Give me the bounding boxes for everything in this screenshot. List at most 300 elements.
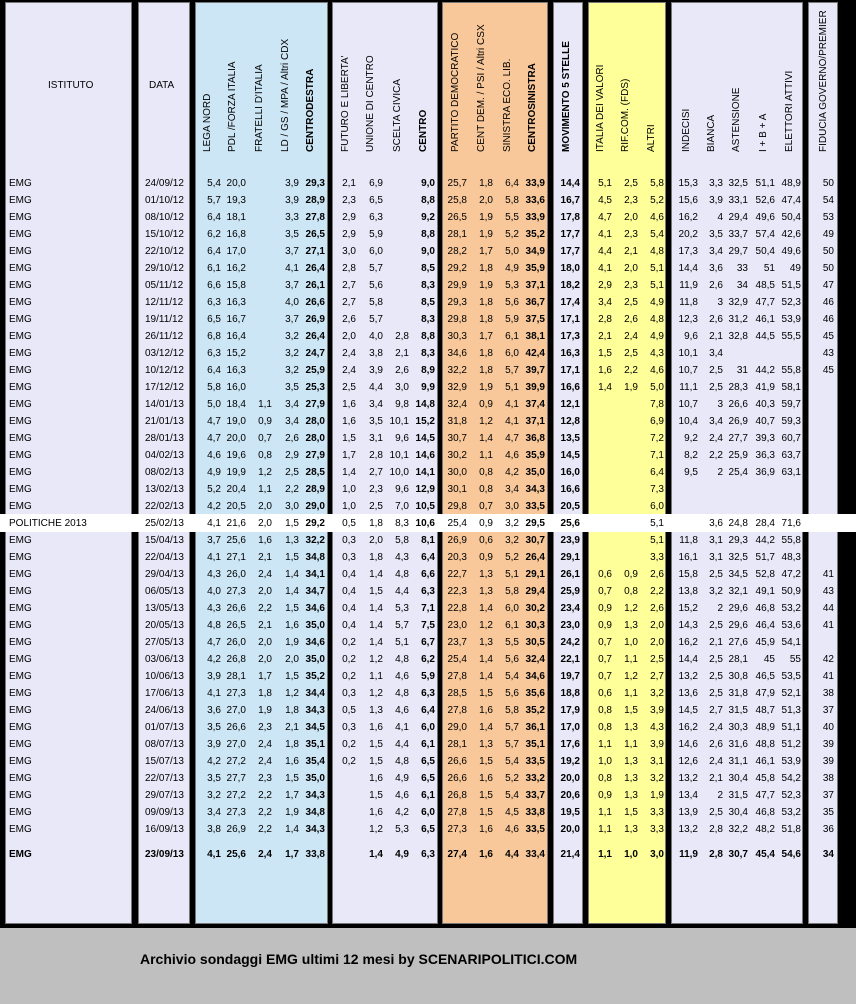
cell: 29/07/13 xyxy=(145,790,184,801)
cell: 5,9 xyxy=(505,314,519,325)
cell: 1,5 xyxy=(624,807,638,818)
table-row xyxy=(0,566,856,583)
cell: 29,9 xyxy=(447,280,467,291)
cell: 49,6 xyxy=(755,212,775,223)
cell: 28,9 xyxy=(305,484,325,495)
cell: 34,6 xyxy=(305,637,325,648)
cell: EMG xyxy=(9,705,32,716)
cell: 17/06/13 xyxy=(145,688,184,699)
cell: 50,4 xyxy=(781,212,801,223)
cell: 49 xyxy=(822,229,834,240)
cell: 1,4 xyxy=(369,849,383,860)
cell: 48,7 xyxy=(755,705,775,716)
cell: 4,4 xyxy=(598,246,612,257)
cell: 29,0 xyxy=(447,722,467,733)
cell: 23,7 xyxy=(447,637,467,648)
cell: EMG xyxy=(9,450,32,461)
cell: 3,2 xyxy=(709,586,723,597)
cell: 6,4 xyxy=(421,552,435,563)
cell: 27,0 xyxy=(226,705,246,716)
header-m5s: MOVIMENTO 5 STELLE xyxy=(561,41,572,152)
cell: 2,2 xyxy=(258,790,272,801)
cell: 16,7 xyxy=(226,314,246,325)
cell: 4,3 xyxy=(650,722,664,733)
cell: 2,3 xyxy=(342,195,356,206)
cell: 33,9 xyxy=(525,178,545,189)
cell: 14,3 xyxy=(678,620,698,631)
cell: 26,9 xyxy=(728,416,748,427)
cell: 50 xyxy=(822,178,834,189)
cell: 50,9 xyxy=(781,586,801,597)
cell: 2,6 xyxy=(709,280,723,291)
cell: 9,2 xyxy=(684,433,698,444)
cell: 2,5 xyxy=(624,178,638,189)
cell: EMG xyxy=(9,416,32,427)
cell: 5,1 xyxy=(650,263,664,274)
cell: 1,2 xyxy=(369,654,383,665)
cell: 26,5 xyxy=(305,229,325,240)
cell: 13/02/13 xyxy=(145,484,184,495)
cell: 26,6 xyxy=(226,603,246,614)
cell: 10/06/13 xyxy=(145,671,184,682)
cell: 0,8 xyxy=(624,586,638,597)
cell: 7,5 xyxy=(421,620,435,631)
cell: 1,3 xyxy=(624,773,638,784)
cell: 2,1 xyxy=(285,722,299,733)
table-row xyxy=(0,719,856,736)
cell: 1,9 xyxy=(650,790,664,801)
cell: 16/09/13 xyxy=(145,824,184,835)
cell: 12,1 xyxy=(560,399,580,410)
cell: 37,5 xyxy=(525,314,545,325)
cell: 1,1 xyxy=(479,450,493,461)
cell: 10,5 xyxy=(415,501,435,512)
cell: 10,1 xyxy=(389,450,409,461)
cell: 1,5 xyxy=(369,586,383,597)
cell: 25,9 xyxy=(560,586,580,597)
cell: 1,1 xyxy=(598,824,612,835)
cell: 3,2 xyxy=(285,365,299,376)
cell: 1,9 xyxy=(479,382,493,393)
cell: 3,3 xyxy=(285,212,299,223)
cell: 1,1 xyxy=(598,739,612,750)
cell: 8,8 xyxy=(421,229,435,240)
cell: 33,7 xyxy=(728,229,748,240)
cell: 11,9 xyxy=(679,280,698,291)
cell xyxy=(794,515,834,532)
cell: 5,8 xyxy=(369,297,383,308)
cell: 3,7 xyxy=(285,280,299,291)
cell: 25,6 xyxy=(226,535,246,546)
cell: 03/12/12 xyxy=(145,348,184,359)
cell: 30,2 xyxy=(447,450,467,461)
cell: 6,4 xyxy=(650,467,664,478)
table-row xyxy=(0,668,856,685)
header-astensione: ASTENSIONE xyxy=(731,87,742,152)
cell: 1,6 xyxy=(479,773,493,784)
cell: 40,7 xyxy=(755,416,775,427)
cell: 4,1 xyxy=(207,688,221,699)
cell: 2,8 xyxy=(709,849,723,860)
cell: 34,3 xyxy=(305,790,325,801)
cell: 59,3 xyxy=(781,416,801,427)
cell: 52,1 xyxy=(781,688,801,699)
cell: 3,4 xyxy=(598,297,612,308)
cell: 5,1 xyxy=(505,382,519,393)
cell: 55,8 xyxy=(781,535,801,546)
cell: 1,3 xyxy=(285,535,299,546)
cell: 26/11/12 xyxy=(145,331,184,342)
cell: 4,3 xyxy=(207,603,221,614)
cell: 50 xyxy=(822,246,834,257)
cell: 2,5 xyxy=(285,467,299,478)
cell: 8,5 xyxy=(421,297,435,308)
cell: 47,2 xyxy=(781,569,801,580)
cell: 6,0 xyxy=(369,246,383,257)
cell: 0,9 xyxy=(479,518,493,529)
cell: 1,8 xyxy=(479,263,493,274)
header-ld: LD / GS / MPA / Altri CDX xyxy=(280,38,291,152)
footer-bar xyxy=(0,928,856,1004)
cell: 23,0 xyxy=(447,620,467,631)
cell: 8,3 xyxy=(395,518,409,529)
cell: 6,5 xyxy=(369,195,383,206)
cell: 0,6 xyxy=(598,569,612,580)
cell: 14,6 xyxy=(678,739,698,750)
cell: 1,5 xyxy=(624,705,638,716)
cell: 30,7 xyxy=(728,849,748,860)
cell: 3,9 xyxy=(650,739,664,750)
cell: 16,2 xyxy=(678,637,698,648)
cell: 48,9 xyxy=(781,178,801,189)
cell: 30,5 xyxy=(525,637,545,648)
cell: 11,8 xyxy=(679,535,698,546)
cell: EMG xyxy=(9,739,32,750)
cell: EMG xyxy=(9,535,32,546)
cell: 2,9 xyxy=(285,450,299,461)
cell: 5,6 xyxy=(505,688,519,699)
cell: 8,2 xyxy=(684,450,698,461)
cell: 34,9 xyxy=(525,246,545,257)
cell: 13,2 xyxy=(678,824,698,835)
table-row xyxy=(0,328,856,345)
cell xyxy=(794,379,834,396)
cell: 17,1 xyxy=(560,314,580,325)
cell: 34,6 xyxy=(305,603,325,614)
cell: 5,0 xyxy=(650,382,664,393)
cell: 35 xyxy=(822,807,834,818)
cell: EMG xyxy=(9,297,32,308)
cell: 34,6 xyxy=(525,671,545,682)
cell: 5,1 xyxy=(598,178,612,189)
cell: 1,8 xyxy=(479,348,493,359)
cell: 29,2 xyxy=(447,263,467,274)
cell: 9,5 xyxy=(684,467,698,478)
cell: 51,5 xyxy=(781,280,801,291)
cell: 63,7 xyxy=(781,450,801,461)
cell: 46,4 xyxy=(755,620,775,631)
cell: EMG xyxy=(9,569,32,580)
header-sc: SCELTA CIVICA xyxy=(392,79,403,152)
cell: 0,6 xyxy=(479,535,493,546)
cell: 35,2 xyxy=(305,671,325,682)
cell: 3,9 xyxy=(207,739,221,750)
cell: 24,8 xyxy=(728,518,748,529)
cell: 47,7 xyxy=(755,790,775,801)
cell xyxy=(794,634,834,651)
cell: 55,8 xyxy=(781,365,801,376)
cell: 2,2 xyxy=(650,586,664,597)
cell: 5,7 xyxy=(207,195,221,206)
cell: 45 xyxy=(822,365,834,376)
cell: 1,2 xyxy=(369,688,383,699)
cell: 17,3 xyxy=(560,331,580,342)
cell: 52,3 xyxy=(781,297,801,308)
cell: 1,4 xyxy=(285,569,299,580)
cell: 14,8 xyxy=(415,399,435,410)
cell: 26,6 xyxy=(226,722,246,733)
cell: 4,1 xyxy=(207,552,221,563)
cell: 0,2 xyxy=(342,637,356,648)
cell: 2,7 xyxy=(650,671,664,682)
cell: 25,6 xyxy=(226,849,246,860)
cell: 25,8 xyxy=(447,195,467,206)
cell: 1,8 xyxy=(285,705,299,716)
cell: 47,4 xyxy=(781,195,801,206)
cell: 0,9 xyxy=(479,399,493,410)
table-row xyxy=(0,617,856,634)
cell: 4,9 xyxy=(650,331,664,342)
cell: 9,0 xyxy=(421,246,435,257)
cell: 3,5 xyxy=(207,773,221,784)
cell: 6,4 xyxy=(505,178,519,189)
cell: 4,4 xyxy=(395,586,409,597)
cell: 4,1 xyxy=(598,229,612,240)
header-pd: PARTITO DEMOCRATICO xyxy=(450,32,461,152)
table-row xyxy=(0,498,856,515)
cell: 1,4 xyxy=(285,586,299,597)
cell: 2,5 xyxy=(369,501,383,512)
cell: 29/04/13 xyxy=(145,569,184,580)
cell: 20,3 xyxy=(447,552,467,563)
cell: 2,0 xyxy=(258,637,272,648)
cell: 14,5 xyxy=(678,705,698,716)
cell: 5,2 xyxy=(505,229,519,240)
cell: POLITICHE 2013 xyxy=(9,518,87,529)
cell xyxy=(794,430,834,447)
cell: 3,8 xyxy=(369,348,383,359)
cell: 4,9 xyxy=(395,773,409,784)
cell: 53,6 xyxy=(781,620,801,631)
cell: 1,8 xyxy=(285,739,299,750)
cell: 4,5 xyxy=(505,807,519,818)
cell: 1,2 xyxy=(285,688,299,699)
cell: 0,7 xyxy=(479,501,493,512)
cell: 5,1 xyxy=(650,535,664,546)
cell: 16,0 xyxy=(226,382,246,393)
cell: 30,7 xyxy=(447,433,467,444)
cell: 1,8 xyxy=(479,178,493,189)
cell: 2,5 xyxy=(709,688,723,699)
cell: 34,1 xyxy=(305,569,325,580)
cell: 33,9 xyxy=(525,212,545,223)
cell: 1,4 xyxy=(369,637,383,648)
cell: 54,2 xyxy=(781,773,801,784)
cell: 27,3 xyxy=(226,586,246,597)
cell: 51,2 xyxy=(781,739,801,750)
cell: 28/01/13 xyxy=(145,433,184,444)
cell: 17,4 xyxy=(560,297,580,308)
header-csx: CENTROSINISTRA xyxy=(527,63,538,152)
cell: 46 xyxy=(822,297,834,308)
cell: 4,6 xyxy=(207,450,221,461)
cell: 35,2 xyxy=(525,705,545,716)
cell: 8,9 xyxy=(421,365,435,376)
cell: 29,5 xyxy=(525,518,545,529)
cell: 15,2 xyxy=(678,603,698,614)
cell: 31 xyxy=(736,365,748,376)
cell: 4,1 xyxy=(505,416,519,427)
cell: 3,5 xyxy=(369,416,383,427)
cell: 5,5 xyxy=(505,212,519,223)
cell: 48,3 xyxy=(781,552,801,563)
cell: 54,1 xyxy=(781,637,801,648)
cell: 26,4 xyxy=(305,263,325,274)
cell xyxy=(794,498,834,515)
cell: 22/10/12 xyxy=(145,246,184,257)
cell: 0,7 xyxy=(598,586,612,597)
cell: 6,4 xyxy=(207,365,221,376)
table-row xyxy=(0,821,856,838)
cell: 30,1 xyxy=(447,484,467,495)
cell: 9,2 xyxy=(421,212,435,223)
cell: 10,7 xyxy=(678,365,698,376)
cell: 0,8 xyxy=(479,484,493,495)
cell xyxy=(794,396,834,413)
cell: 35,1 xyxy=(305,739,325,750)
cell: 6,8 xyxy=(207,331,221,342)
cell: 1,1 xyxy=(624,688,638,699)
cell: 32,1 xyxy=(728,586,748,597)
cell: 55,5 xyxy=(781,331,801,342)
cell: 6,1 xyxy=(505,620,519,631)
cell: 1,2 xyxy=(258,467,272,478)
cell: 6,0 xyxy=(650,501,664,512)
cell: 2,1 xyxy=(258,620,272,631)
cell: 49,6 xyxy=(781,246,801,257)
cell: 1,1 xyxy=(624,654,638,665)
table-row xyxy=(0,549,856,566)
cell: 32,2 xyxy=(305,535,325,546)
cell: 21,6 xyxy=(226,518,246,529)
cell: 27,1 xyxy=(226,552,246,563)
cell: 4,6 xyxy=(650,365,664,376)
cell: 6,3 xyxy=(421,586,435,597)
cell: 5,4 xyxy=(505,671,519,682)
cell: 27,2 xyxy=(226,756,246,767)
cell: 1,5 xyxy=(285,671,299,682)
cell: 4,2 xyxy=(207,501,221,512)
cell: 13,6 xyxy=(678,688,698,699)
cell: 10/12/12 xyxy=(145,365,184,376)
cell: 2,5 xyxy=(650,654,664,665)
cell: 4,2 xyxy=(505,467,519,478)
cell: 13/05/13 xyxy=(145,603,184,614)
table-row xyxy=(0,515,856,532)
cell: 26,9 xyxy=(447,535,467,546)
cell: 4,7 xyxy=(207,416,221,427)
cell: 29,3 xyxy=(305,178,325,189)
cell: 35,0 xyxy=(305,773,325,784)
cell: 19,5 xyxy=(560,807,580,818)
header-bianca: BIANCA xyxy=(706,114,717,152)
cell: 7,0 xyxy=(395,501,409,512)
cell: 31,1 xyxy=(728,756,748,767)
cell: 1,8 xyxy=(258,688,272,699)
cell: 41,9 xyxy=(755,382,775,393)
cell: 27,4 xyxy=(447,849,467,860)
cell: 2,6 xyxy=(650,603,664,614)
cell: 03/06/13 xyxy=(145,654,184,665)
cell: 3,0 xyxy=(505,501,519,512)
cell: EMG xyxy=(9,654,32,665)
cell: 14,4 xyxy=(560,178,580,189)
cell: 12/11/12 xyxy=(145,297,184,308)
cell: 23,4 xyxy=(560,603,580,614)
cell: 3,6 xyxy=(709,263,723,274)
cell: 2,8 xyxy=(709,824,723,835)
cell xyxy=(794,464,834,481)
table-row xyxy=(0,243,856,260)
cell: 1,1 xyxy=(624,739,638,750)
header-indecisi: INDECISI xyxy=(681,108,692,152)
cell: 3,2 xyxy=(650,688,664,699)
cell: 4 xyxy=(717,212,723,223)
cell: 33,1 xyxy=(728,195,748,206)
cell: 27,7 xyxy=(728,433,748,444)
cell: 16,3 xyxy=(560,348,580,359)
cell: 44,2 xyxy=(755,535,775,546)
cell: 1,6 xyxy=(479,849,493,860)
cell: 6,2 xyxy=(421,654,435,665)
cell: EMG xyxy=(9,467,32,478)
cell: 13,2 xyxy=(678,773,698,784)
cell: 35,9 xyxy=(525,263,545,274)
cell: 29,0 xyxy=(305,501,325,512)
cell: 01/10/12 xyxy=(145,195,184,206)
cell: 35,0 xyxy=(305,654,325,665)
cell: 1,8 xyxy=(479,314,493,325)
cell: 14,1 xyxy=(415,467,435,478)
cell: 3 xyxy=(717,399,723,410)
cell: 41 xyxy=(822,620,834,631)
cell: 1,3 xyxy=(624,824,638,835)
header-cdx: CENTRODESTRA xyxy=(305,68,316,152)
cell: 5,2 xyxy=(505,773,519,784)
cell: 3,2 xyxy=(505,535,519,546)
cell: 6,0 xyxy=(421,722,435,733)
cell: 1,3 xyxy=(624,756,638,767)
cell: 2,5 xyxy=(709,807,723,818)
cell: 2,6 xyxy=(650,569,664,580)
cell: 29,3 xyxy=(728,535,748,546)
cell: EMG xyxy=(9,688,32,699)
cell: 1,2 xyxy=(369,824,383,835)
cell: 2,0 xyxy=(285,654,299,665)
cell: 5,1 xyxy=(395,637,409,648)
cell: 46,1 xyxy=(755,756,775,767)
cell: 2,9 xyxy=(342,212,356,223)
